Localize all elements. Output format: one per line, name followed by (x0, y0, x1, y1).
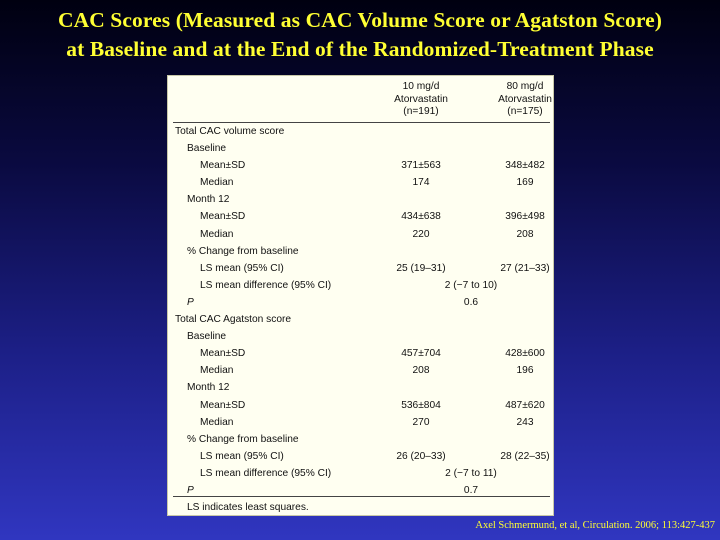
table-row (173, 192, 550, 209)
table-body (173, 124, 550, 500)
column-header-10mg (381, 81, 461, 119)
row-label: Mean±SD (200, 211, 246, 223)
slide-title-line-1: CAC Scores (Measured as CAC Volume Score or Agatston Score) (57, 8, 663, 32)
row-label: Median (200, 177, 234, 189)
table-row (173, 415, 550, 432)
table-row (173, 466, 550, 483)
table-row (173, 244, 550, 261)
row-label: LS mean difference (95% CI) (200, 467, 332, 479)
table-row (173, 346, 550, 363)
cell-10mg: 208 (412, 365, 430, 377)
cell-10mg: 457±704 (401, 348, 441, 360)
cell-10mg: 26 (20–33) (396, 450, 446, 462)
row-label: LS mean difference (95% CI) (200, 279, 332, 291)
row-label: Median (200, 365, 234, 377)
cell-80mg: 243 (516, 416, 534, 428)
table-row (173, 432, 550, 449)
cell-80mg: 428±600 (505, 348, 545, 360)
column-header-n: (n=191) (403, 106, 439, 118)
cell-80mg: 196 (516, 365, 534, 377)
row-label: Month 12 (187, 194, 230, 206)
slide-title-line-2: at Baseline and at the End of the Randomized-Treatment Phase (66, 37, 654, 61)
cell-10mg: 371±563 (401, 160, 441, 172)
table-row (173, 398, 550, 415)
results-table (167, 75, 554, 516)
column-header-drug: Atorvastatin (394, 93, 448, 105)
column-header-80mg (485, 81, 565, 119)
cell-80mg: 208 (516, 228, 534, 240)
cell-comparison: 0.7 (463, 484, 479, 496)
cell-80mg: 28 (22–35) (500, 450, 550, 462)
cell-80mg: 169 (516, 177, 534, 189)
table-row (173, 141, 550, 158)
cell-10mg: 536±804 (401, 399, 441, 411)
column-header-dose: 10 mg/d (402, 81, 440, 92)
cell-80mg: 487±620 (505, 399, 545, 411)
table-row (173, 483, 550, 500)
table-bottom-rule (173, 496, 550, 497)
table-row (173, 261, 550, 278)
row-label: Baseline (187, 331, 227, 343)
table-row (173, 380, 550, 397)
cell-10mg: 220 (412, 228, 430, 240)
row-label: Mean±SD (200, 348, 246, 360)
table-row (173, 209, 550, 226)
table-row (173, 278, 550, 295)
row-label: Total CAC Agatston score (175, 314, 292, 326)
cell-10mg: 25 (19–31) (396, 262, 446, 274)
row-label: Month 12 (187, 382, 230, 394)
row-label: Total CAC volume score (175, 126, 285, 137)
table-row (173, 227, 550, 244)
row-label: LS mean (95% CI) (200, 450, 284, 462)
row-label: Baseline (187, 143, 227, 155)
row-label: Median (200, 228, 234, 240)
row-label: Mean±SD (200, 399, 246, 411)
table-row (173, 124, 550, 141)
cell-10mg: 270 (412, 416, 430, 428)
column-header-drug: Atorvastatin (498, 93, 552, 105)
row-label: LS mean (95% CI) (200, 262, 284, 274)
row-label: Median (200, 416, 234, 428)
table-row (173, 312, 550, 329)
cell-10mg: 174 (412, 177, 430, 189)
table-header-rule (173, 122, 550, 123)
cell-10mg: 434±638 (401, 211, 441, 223)
table-row (173, 449, 550, 466)
table-row (173, 363, 550, 380)
table-row (173, 175, 550, 192)
citation: Axel Schmermund, et al, Circulation. 2006; 113:427-437 (475, 520, 715, 531)
table-footnote: LS indicates least squares. (187, 502, 309, 513)
cell-80mg: 27 (21–33) (500, 262, 550, 274)
column-header-n: (n=175) (507, 106, 543, 118)
column-header-dose: 80 mg/d (506, 81, 544, 92)
cell-comparison: 2 (−7 to 11) (445, 467, 497, 479)
row-label: P (187, 296, 194, 308)
table-row (173, 158, 550, 175)
cell-80mg: 396±498 (505, 211, 545, 223)
slide-title (0, 6, 720, 64)
row-label: Mean±SD (200, 160, 246, 172)
row-label: % Change from baseline (187, 245, 299, 257)
cell-comparison: 0.6 (463, 296, 479, 308)
table-row (173, 329, 550, 346)
row-label: % Change from baseline (187, 433, 299, 445)
cell-80mg: 348±482 (505, 160, 545, 172)
table-row (173, 295, 550, 312)
cell-comparison: 2 (−7 to 10) (444, 279, 498, 291)
row-label: P (187, 484, 194, 496)
